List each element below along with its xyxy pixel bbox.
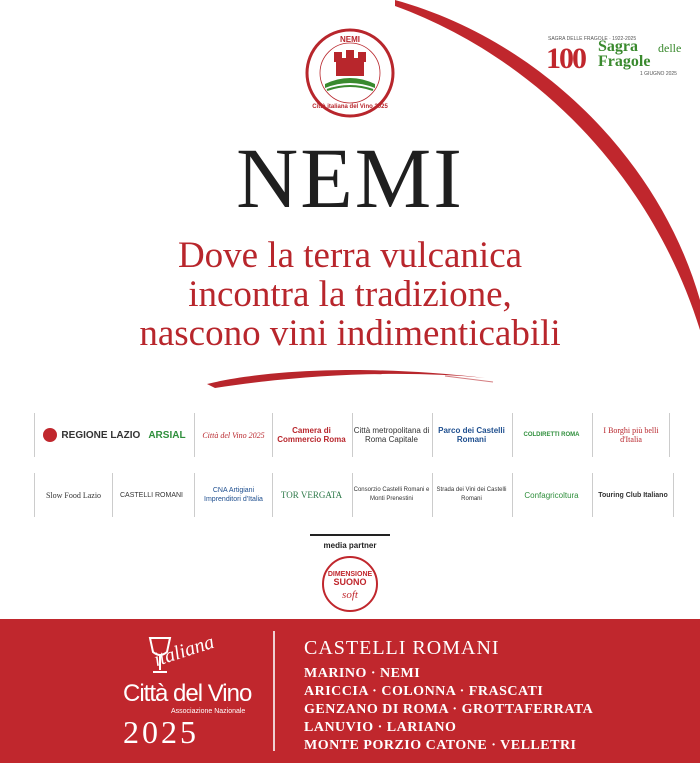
partner-label: Città metropolitana di Roma Capitale — [353, 426, 430, 444]
sagra-fragole: Fragole — [598, 53, 651, 70]
regione-lazio-icon — [43, 428, 57, 442]
partner-label: Strada dei Vini dei Castelli Romani — [436, 487, 507, 502]
partner-label: TOR VERGATA — [280, 489, 343, 500]
footer-divider — [273, 631, 275, 751]
page-title: NEMI — [236, 130, 464, 226]
partner-logo-camera-commercio — [272, 413, 350, 457]
partner-logo-cna — [194, 473, 272, 517]
media-logo-line-3: soft — [342, 589, 358, 601]
emblem-top-text: NEMI — [340, 35, 360, 44]
brush-stroke-decoration — [205, 362, 495, 392]
dimensione-suono-soft-logo — [318, 554, 382, 614]
citta-del-vino-logo — [115, 630, 265, 750]
partner-logo-confagricoltura — [512, 473, 590, 517]
partner-logo-citta-del-vino — [194, 413, 272, 457]
tagline-line-1: Dove la terra vulcanica — [177, 235, 523, 276]
partner-label: Parco dei Castelli Romani — [438, 426, 505, 444]
tagline-line-3: nascono vini indimenticabili — [139, 313, 561, 354]
partner-logo-borghi — [592, 413, 670, 457]
town-line-2: ARICCIA · COLONNA · FRASCATI — [304, 684, 544, 699]
emblem-ring-text: Città italiana del Vino 2025 — [312, 104, 388, 110]
partner-label: COLDIRETTI ROMA — [523, 431, 580, 438]
partner-label: CNA Artigiani Imprenditori d'Italia — [204, 487, 263, 503]
sagra-word: Sagra — [598, 38, 638, 55]
partner-label: Città del Vino 2025 — [202, 430, 265, 440]
media-partner-divider — [310, 534, 390, 536]
sagra-number: 100 — [546, 42, 585, 75]
town-line-4: LANUVIO · LARIANO — [304, 720, 457, 735]
partner-label: Camera di Commercio Roma — [277, 426, 346, 444]
partner-label: CASTELLI ROMANI — [119, 491, 183, 499]
partner-logo-consorzio — [352, 473, 430, 517]
partner-label: Touring Club Italiano — [598, 491, 668, 499]
partner-label: Consorzio Castelli Romani e Monti Prenestini — [353, 487, 430, 502]
cdv-citta: Città del Vino — [123, 680, 252, 707]
partner-logo-parco-castelli — [432, 413, 510, 457]
cdv-year: 2025 — [123, 714, 199, 750]
media-logo-line-2: SUONO — [333, 577, 367, 587]
partner-logo-castelli-romani — [112, 473, 190, 517]
cdv-association: Associazione Nazionale — [171, 708, 246, 715]
partner-logo-citta-metropolitana — [352, 413, 430, 457]
media-partner-label: media partner — [323, 541, 377, 550]
cdv-italiana: italiana — [150, 630, 217, 672]
tagline-line-2: incontra la tradizione, — [188, 274, 512, 315]
partner-label: REGIONE LAZIO — [61, 429, 141, 441]
partner-logo-coldiretti — [512, 413, 590, 457]
media-logo-line-1: DIMENSIONE — [327, 571, 373, 578]
partner-logo-strada-vini — [432, 473, 510, 517]
partner-label: I Borghi più belli d'Italia — [603, 426, 659, 444]
partner-label: Slow Food Lazio — [45, 490, 102, 500]
partner-logo-touring-club — [592, 473, 674, 517]
town-line-1: MARINO · NEMI — [304, 666, 421, 681]
town-line-5: MONTE PORZIO CATONE · VELLETRI — [304, 738, 577, 753]
sagra-delle: delle — [658, 41, 682, 55]
sagra-date: 1 GIUGNO 2025 — [640, 71, 677, 77]
sagra-delle-fragole-logo — [546, 36, 686, 78]
partner-logo-regione-lazio — [34, 413, 194, 457]
partner-logo-tor-vergata — [272, 473, 350, 517]
town-line-3: GENZANO DI ROMA · GROTTAFERRATA — [304, 702, 594, 717]
sagra-top-text: SAGRA DELLE FRAGOLE · 1922-2025 — [548, 36, 637, 42]
tagline — [0, 236, 700, 353]
region-title: CASTELLI ROMANI — [304, 637, 500, 659]
partner-label-arsial: ARSIAL — [148, 429, 186, 441]
partner-label: Confagricoltura — [524, 490, 579, 500]
partner-logo-slow-food — [34, 473, 112, 517]
